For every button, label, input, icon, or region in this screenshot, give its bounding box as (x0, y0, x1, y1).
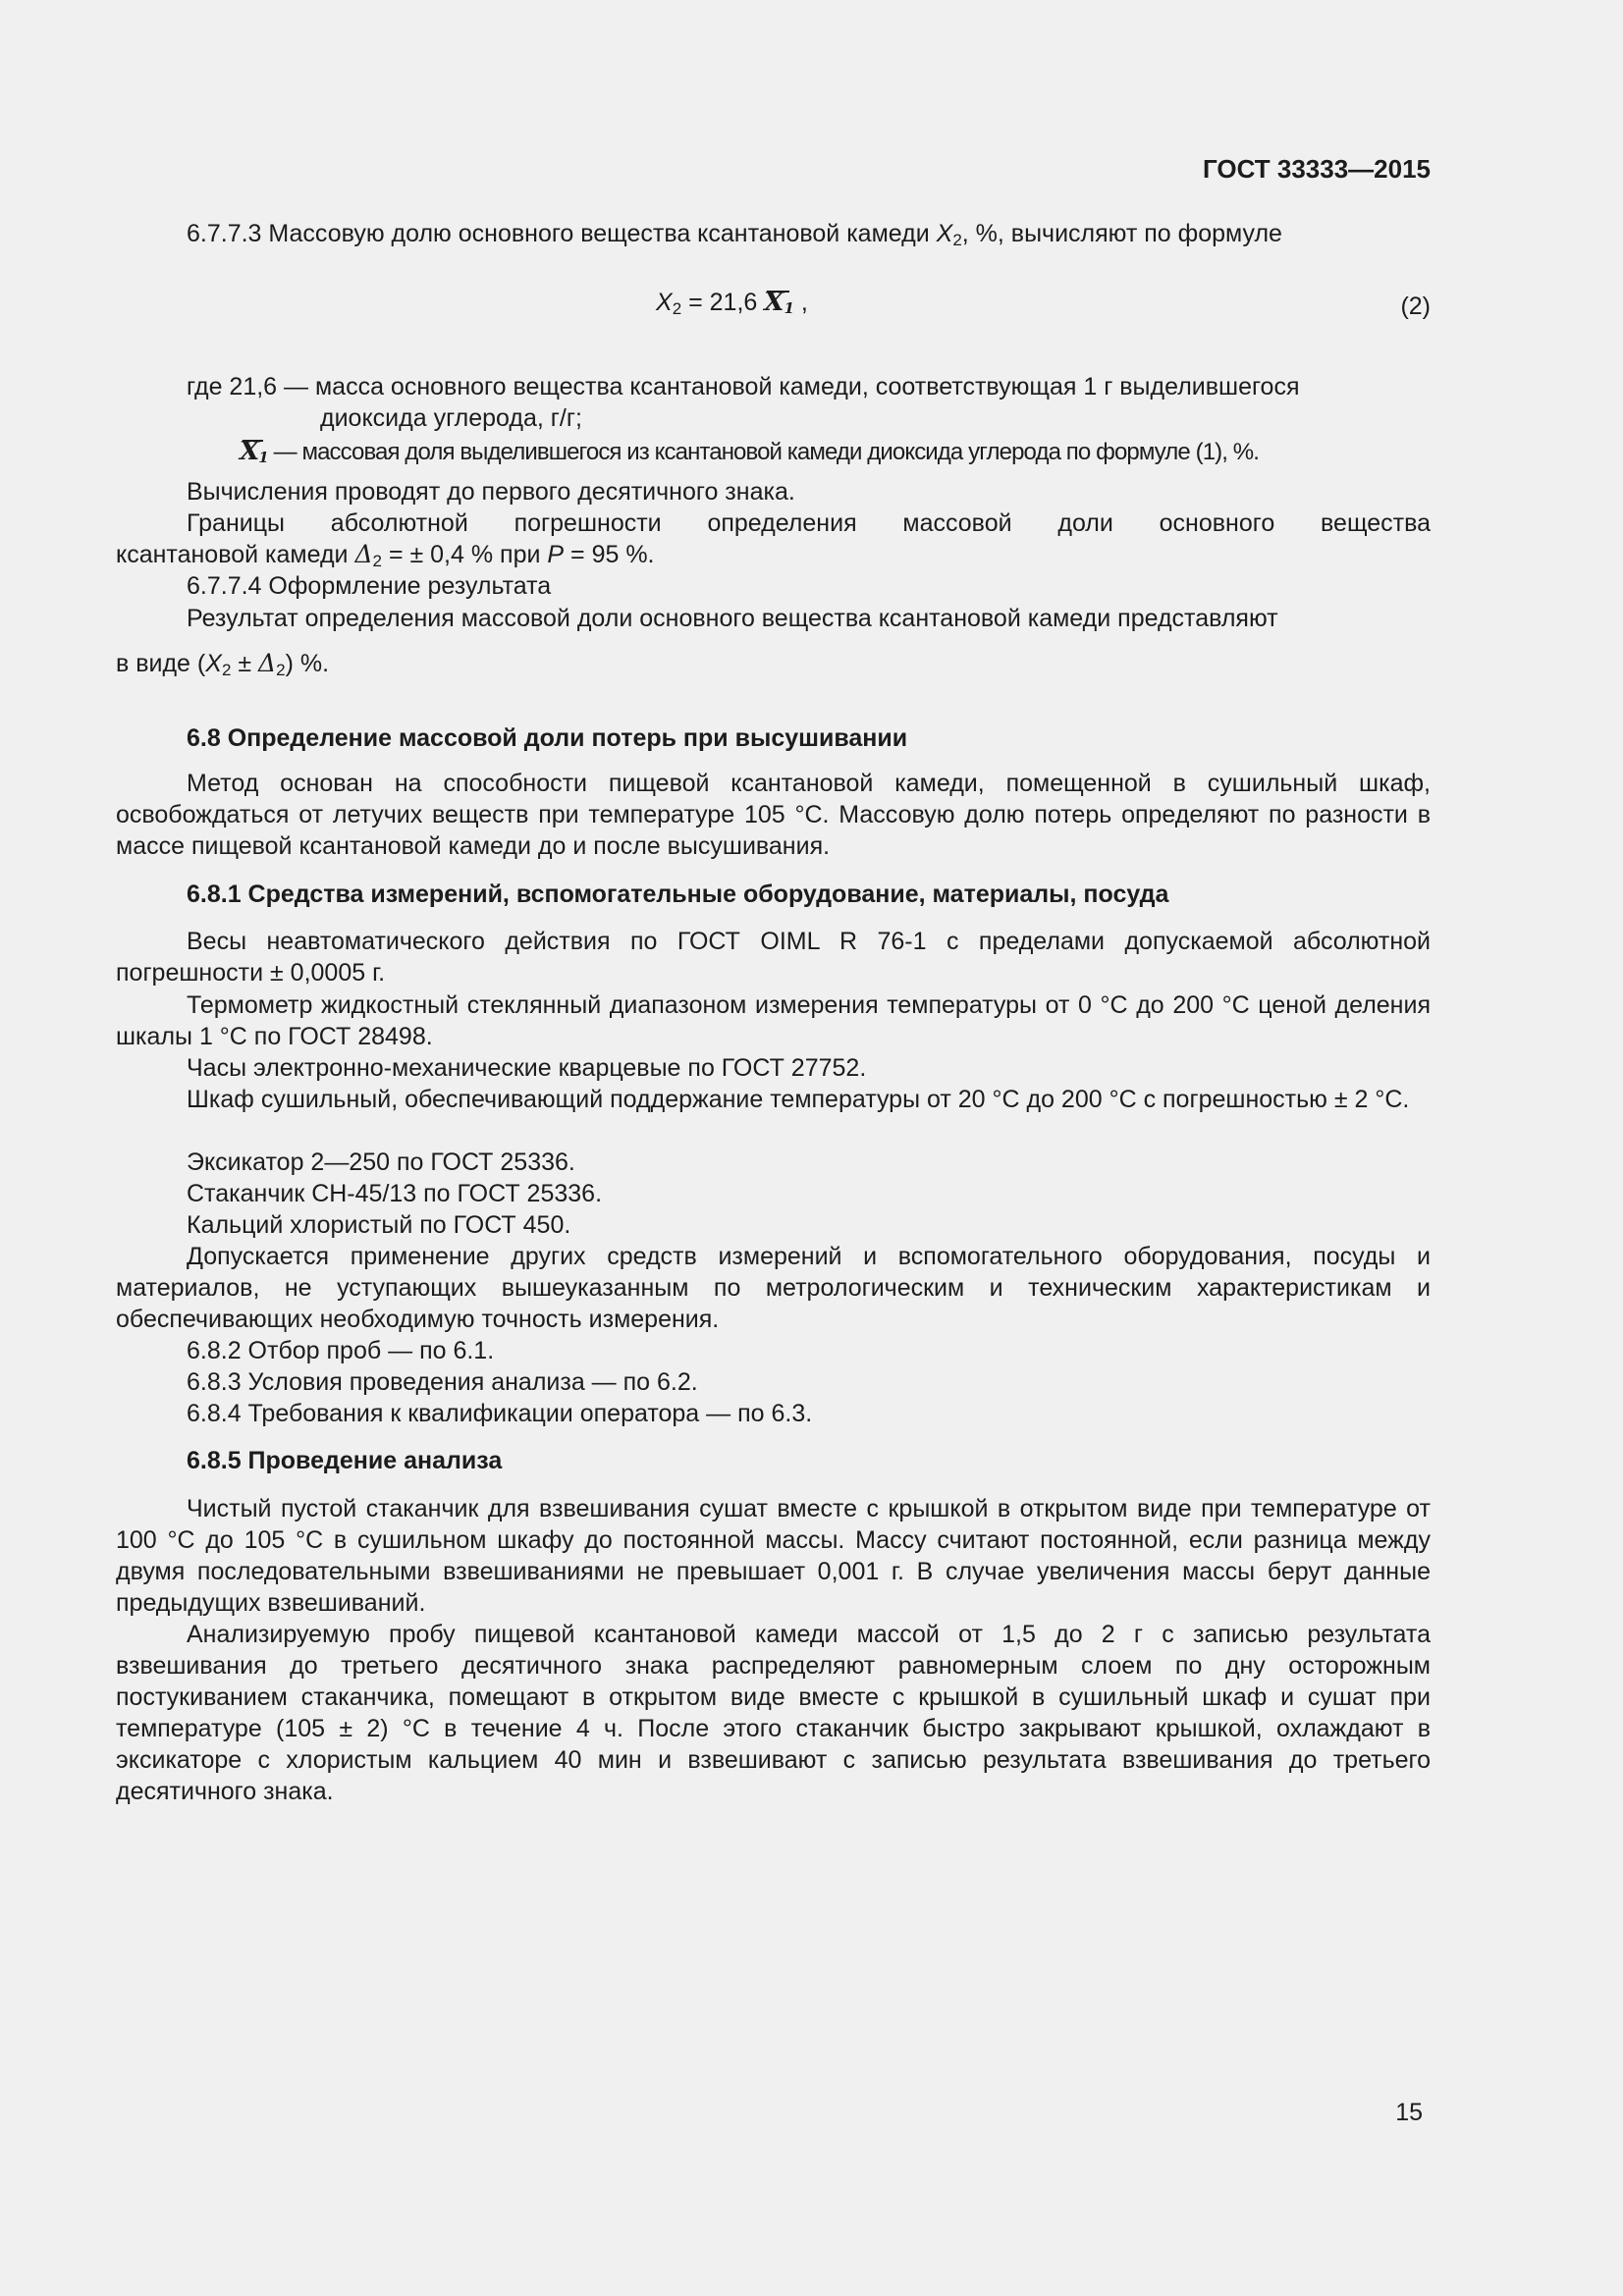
item-682: 6.8.2 Отбор проб — по 6.1. (187, 1337, 495, 1364)
paragraph-685-1: Чистый пустой стаканчик для взвешивания сушат вместе с крышкой в открытом виде при температуре от 100 °С до 105 °С в сушильном шкафу до постоянной массы. Массу считают постоянной, если разница между двумя последовательными взвешиваниями не превышает 0,001 г. В случае увеличения массы берут данные предыдущих взвешиваний. (116, 1495, 1431, 1617)
item-684: 6.8.4 Требования к квалификации оператора — по 6.3. (187, 1400, 813, 1427)
result-line-2 (116, 648, 329, 679)
result-variable-subscript: 2 (221, 661, 232, 679)
bounds-line-1: Границы абсолютной погрешности определения массовой доли основного вещества (187, 509, 1431, 537)
paragraph-6773 (187, 218, 1282, 249)
result-line-2-a: в виде ( (116, 650, 206, 677)
item-alternatives: Допускается применение других средств измерений и вспомогательного оборудования, посуды и материалов, не уступающих вышеуказанным по метрологическим и техническим характеристикам и обеспечивающих необходимую точность измерения. (116, 1243, 1431, 1333)
bounds-line-2-b: = ± 0,4 % при (382, 541, 548, 568)
item-calcium-chloride: Кальций хлористый по ГОСТ 450. (187, 1211, 571, 1239)
result-variable: X (205, 650, 222, 677)
item-683: 6.8.3 Условия проведения анализа — по 6.2. (187, 1368, 698, 1396)
standard-header: ГОСТ 33333—2015 (1203, 154, 1431, 184)
bounds-line-2 (116, 539, 655, 570)
paragraph-6773-text-a: 6.7.7.3 Массовую долю основного вещества ксантановой камеди (187, 220, 937, 247)
formula-comma: , (793, 289, 808, 316)
item-beaker: Стаканчик СН-45/13 по ГОСТ 25336. (187, 1180, 603, 1207)
calc-note: Вычисления проводят до первого десятичного знака. (187, 478, 795, 506)
where-line-2: диоксида углерода, г/г; (320, 404, 582, 432)
delta-subscript: 2 (372, 552, 382, 570)
item-desiccator: Эксикатор 2—250 по ГОСТ 25336. (187, 1148, 575, 1176)
formula-variable: X (656, 289, 673, 316)
variable-x: X (936, 220, 953, 247)
where-x-bar: X1 (240, 436, 268, 473)
delta-symbol: Δ (354, 540, 373, 568)
paragraph-6773-text-b: , %, вычисляют по формуле (961, 220, 1282, 247)
formula-x-bar: X1 (764, 287, 794, 324)
formula-2 (656, 287, 808, 324)
result-pm: ± (231, 650, 259, 677)
bounds-line-2-a: ксантановой камеди (116, 541, 355, 568)
item-clock: Часы электронно-механические кварцевые по ГОСТ 27752. (187, 1054, 867, 1082)
paragraph-68-method: Метод основан на способности пищевой ксантановой камеди, помещенной в сушильный шкаф, освобождаться от летучих веществ при температуре 105 °С. Массовую долю потерь определяют по разности в массе пищевой ксантановой камеди до и после высушивания. (116, 770, 1431, 860)
equation-number: (2) (1400, 293, 1431, 320)
variable-subscript: 2 (952, 231, 962, 249)
page-number: 15 (1395, 2099, 1423, 2126)
where-line-1: где 21,6 — масса основного вещества ксантановой камеди, соответствующая 1 г выделившегося (187, 373, 1300, 400)
heading-6774: 6.7.7.4 Оформление результата (187, 572, 552, 600)
result-delta: Δ (258, 649, 277, 677)
result-line-1: Результат определения массовой доли основного вещества ксантановой камеди представляют (187, 605, 1278, 632)
heading-681: 6.8.1 Средства измерений, вспомогательные оборудование, материалы, посуда (187, 881, 1169, 908)
item-drying-oven: Шкаф сушильный, обеспечивающий поддержание температуры от 20 °С до 200 °С с погрешностью ± 2 °С. (187, 1086, 1410, 1113)
paragraph-685-2: Анализируемую пробу пищевой ксантановой камеди массой от 1,5 до 2 г с записью результата взвешивания до третьего десятичного знака распределяют равномерным слоем по дну осторожным постукиванием стаканчика, помещают в открытом виде вместе с крышкой в сушильный шкаф и сушат при температуре (105 ± 2) °С в течение 4 ч. После этого стаканчик быстро закрывают крышкой, охлаждают в эксикаторе с хлористым кальцием 40 мин и взвешивают с записью результата взвешивания до третьего десятичного знака. (116, 1621, 1431, 1805)
heading-685: 6.8.5 Проведение анализа (187, 1447, 503, 1474)
formula-equals: = 21,6 (681, 289, 765, 316)
formula-variable-subscript: 2 (672, 299, 682, 318)
variable-p: P (547, 541, 565, 568)
item-thermometer: Термометр жидкостный стеклянный диапазоном измерения температуры от 0 °С до 200 °С ценой деления шкалы 1 °С по ГОСТ 28498. (116, 991, 1431, 1050)
where-line-3-text: — массовая доля выделившегося из ксантановой камеди диоксида углерода по формуле (1), %. (273, 439, 1259, 465)
result-line-2-b: ) %. (285, 650, 330, 677)
heading-68: 6.8 Определение массовой доли потерь при высушивании (187, 724, 908, 752)
where-line-3 (240, 436, 1259, 473)
item-scales: Весы неавтоматического действия по ГОСТ OIML R 76-1 с пределами допускаемой абсолютной погрешности ± 0,0005 г. (116, 928, 1431, 987)
bounds-line-2-c: = 95 %. (564, 541, 655, 568)
result-delta-subscript: 2 (276, 661, 286, 679)
